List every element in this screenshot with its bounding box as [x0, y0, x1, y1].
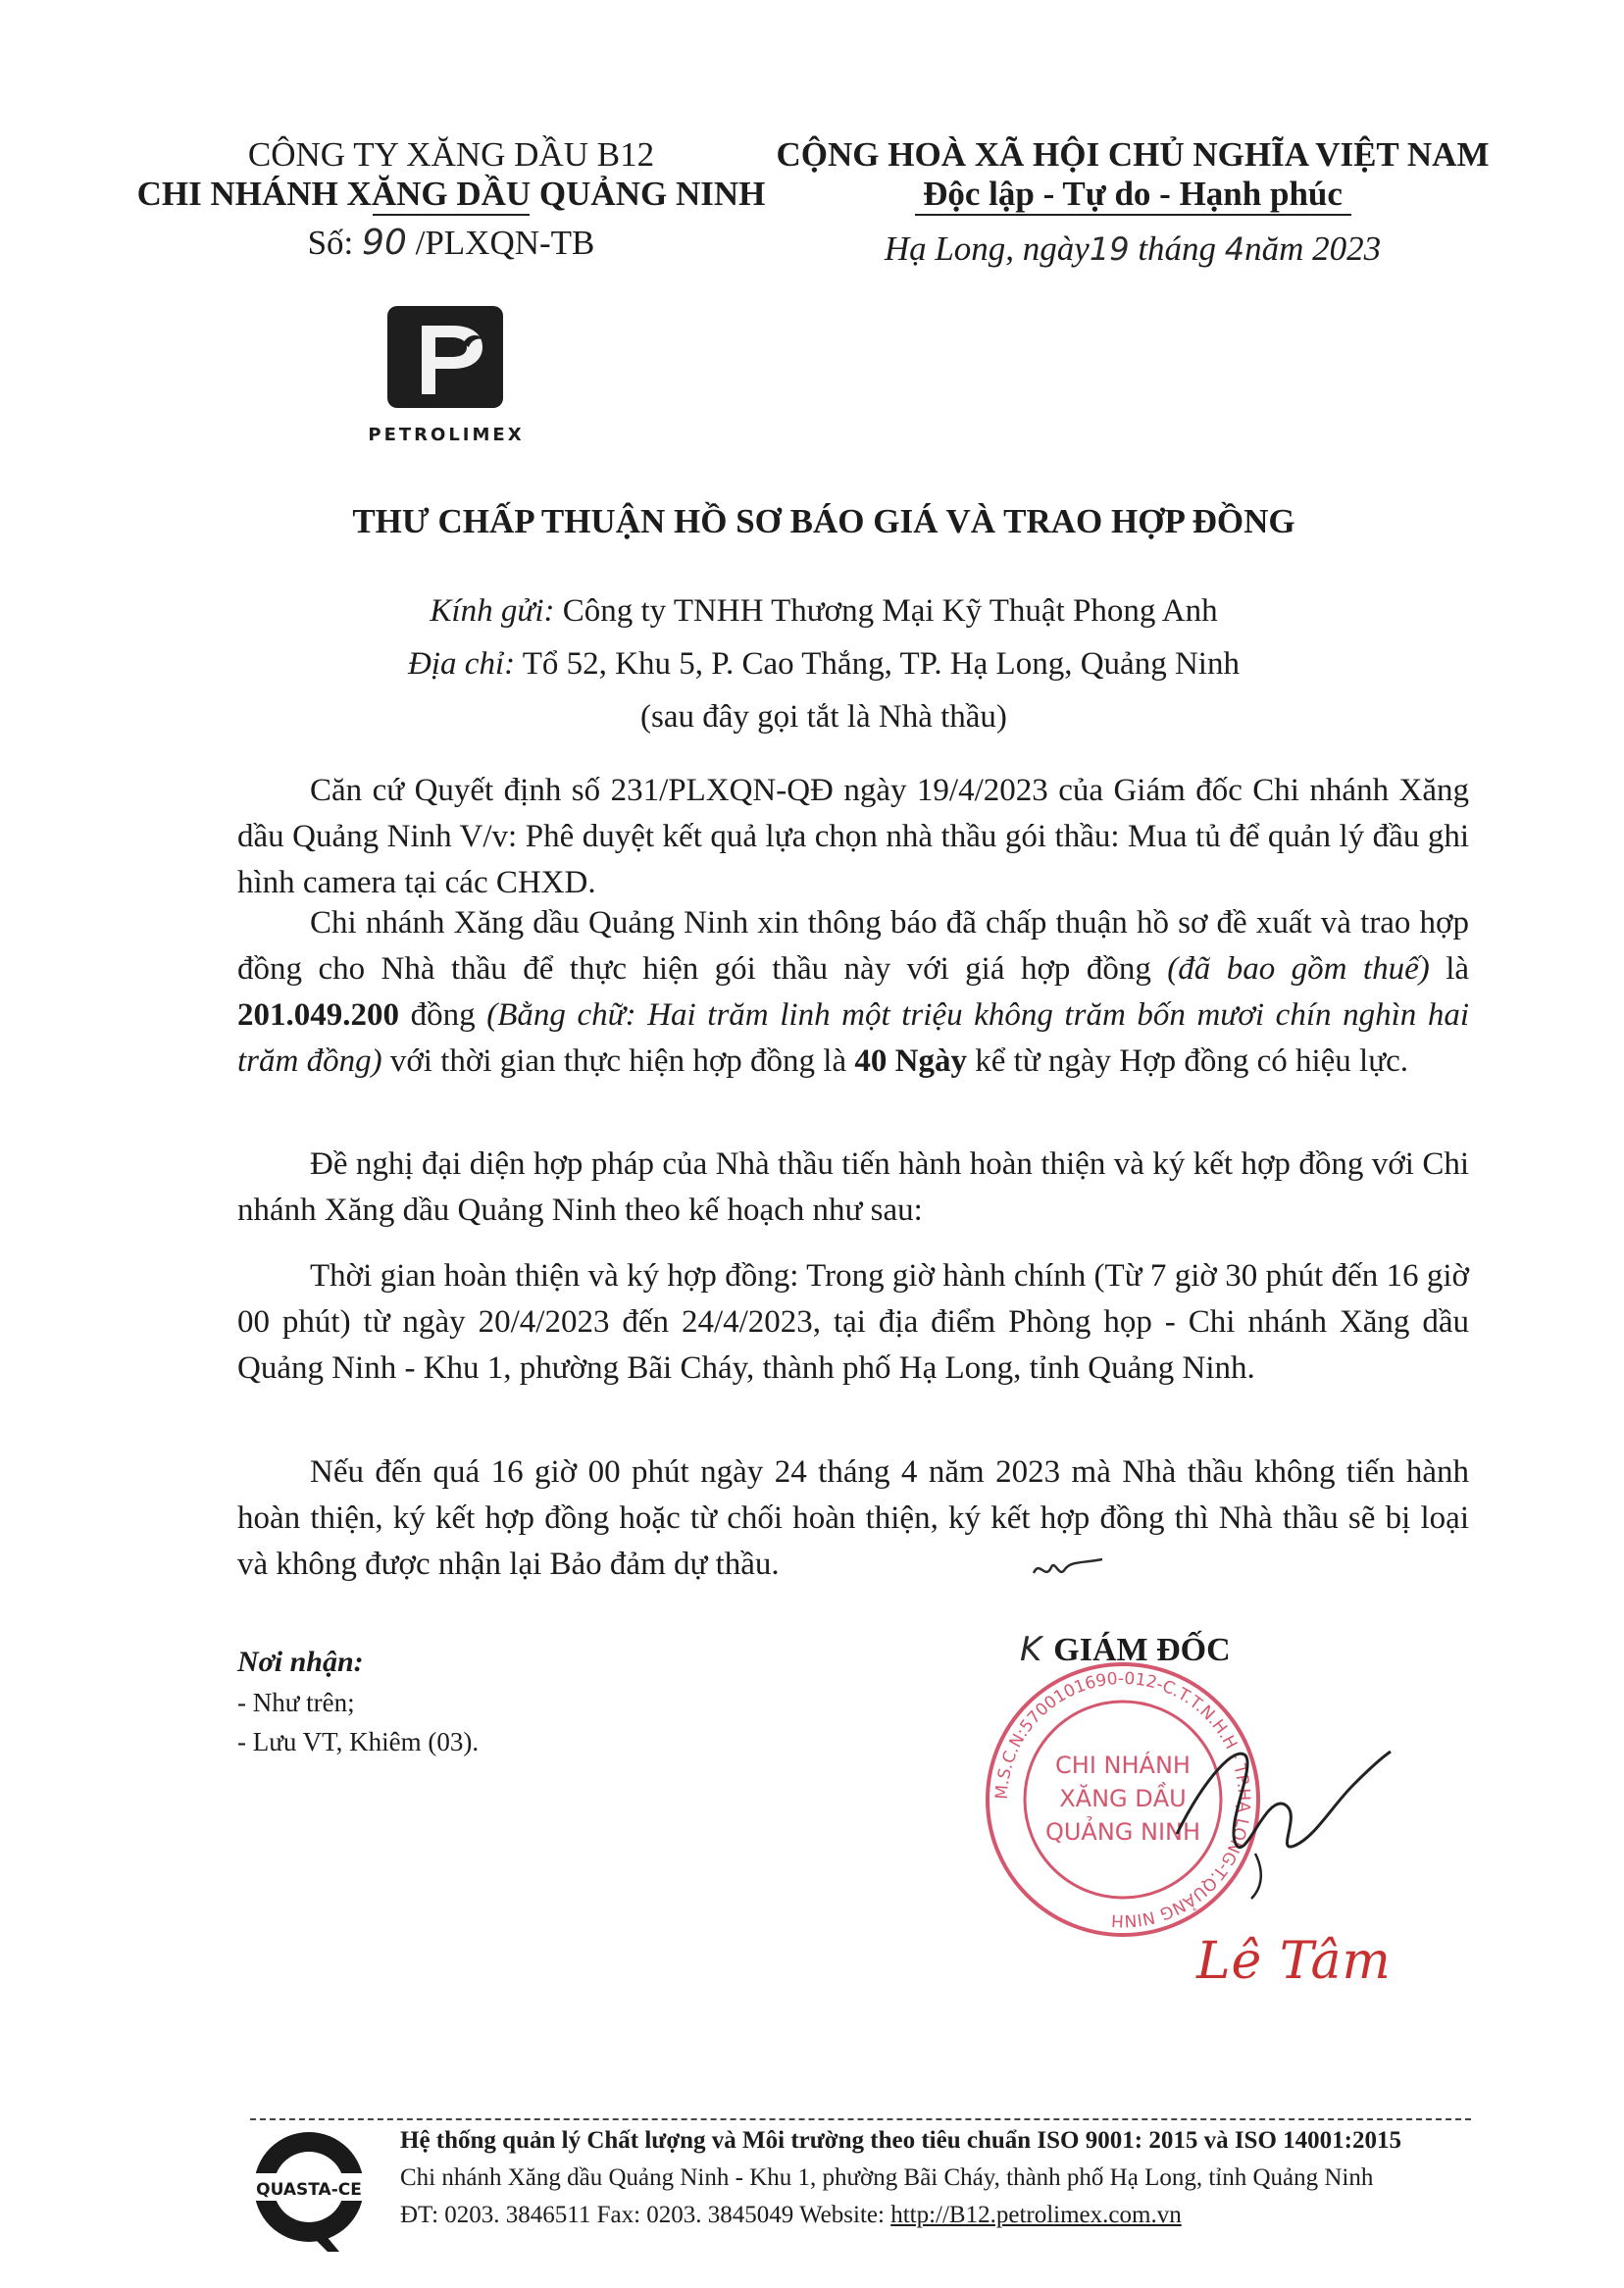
handwritten-signature-icon	[1167, 1716, 1402, 1903]
recipient-alias: (sau đây gọi tắt là Nhà thầu)	[640, 699, 1007, 735]
handwritten-day: 19	[1089, 230, 1130, 268]
contract-duration: 40 Ngày	[854, 1043, 967, 1079]
distribution-list	[237, 1642, 479, 1761]
document-title: THƯ CHẤP THUẬN HỒ SƠ BÁO GIÁ VÀ TRAO HỢP ĐỒNG	[352, 502, 1295, 540]
footer-rule	[250, 2118, 1471, 2120]
svg-text:M.S.C.N:5700101690-012-C.T.T.N: M.S.C.N:5700101690-012-C.T.T.N.H.H - TP.HẠ LONG-T.QUẢNG NINH	[991, 1668, 1254, 1931]
header-left	[127, 135, 775, 263]
website-link[interactable]: http://B12.petrolimex.com.vn	[890, 2202, 1182, 2228]
header-left-underline	[373, 214, 530, 216]
recipient-block	[196, 585, 1451, 743]
paragraph-basis: Căn cứ Quyết định số 231/PLXQN-QĐ ngày 19/4/2023 của Giám đốc Chi nhánh Xăng dầu Quảng Ninh V/v: Phê duyệt kết quả lựa chọn nhà thầu gói thầu: Mua tủ để quản lý đầu ghi hình camera tại các CHXD.	[237, 773, 1469, 900]
recipient-address: Địa chỉ: Tổ 52, Khu 5, P. Cao Thắng, TP. Hạ Long, Quảng Ninh	[408, 646, 1240, 682]
paragraph-acceptance: Chi nhánh Xăng dầu Quảng Ninh xin thông báo đã chấp thuận hồ sơ đề xuất và trao hợp đồng cho Nhà thầu để thực hiện gói thầu này với giá hợp đồng (đã bao gồm thuế) là 201.049.200 đồng (Bằng chữ: Hai trăm linh một triệu không trăm bốn mươi chín nghìn hai trăm đồng) với thời gian thực hiện hợp đồng là 40 Ngày kể từ ngày Hợp đồng có hiệu lực.	[237, 905, 1470, 1079]
initials-scribble-icon	[1030, 1550, 1108, 1589]
footer-contact-line: ĐT: 0203. 3846511 Fax: 0203. 3845049 Website: http://B12.petrolimex.com.vn	[400, 2202, 1182, 2228]
footer-info	[400, 2122, 1401, 2234]
svg-text:QUẢNG NINH: QUẢNG NINH	[1044, 1818, 1201, 1846]
price-in-words: (Bằng chữ: Hai trăm linh một triệu không trăm bốn mươi chín nghìn hai trăm đồng)	[237, 997, 1470, 1079]
quasta-logo	[245, 2126, 373, 2254]
signer-name: Lê Tâm	[1196, 1932, 1392, 1991]
quasta-logo-icon	[245, 2126, 373, 2254]
issue-date: Hạ Long, ngày19 tháng 4năm 2023	[884, 229, 1382, 268]
distribution-label: Nơi nhận:	[237, 1646, 364, 1678]
svg-text:QUASTA-CE: QUASTA-CE	[256, 2180, 362, 2200]
signature-block	[991, 1618, 1491, 2010]
company-name: CÔNG TY XĂNG DẦU B12	[247, 135, 655, 174]
signature-prefix-mark: K	[1020, 1630, 1042, 1669]
document-number: Số: 90 /PLXQN-TB	[307, 223, 595, 263]
footer-iso-line: Hệ thống quản lý Chất lượng và Môi trường theo tiêu chuẩn ISO 9001: 2015 và ISO 14001:2015	[400, 2127, 1401, 2154]
handwritten-month: 4	[1224, 230, 1245, 268]
recipient-to: Kính gửi: Công ty TNHH Thương Mại Kỹ Thuật Phong Anh	[430, 593, 1218, 629]
national-motto: Độc lập - Tự do - Hạnh phúc	[923, 175, 1343, 213]
petrolimex-logo-text: PETROLIMEX	[368, 425, 525, 445]
svg-text:XĂNG DẦU: XĂNG DẦU	[1059, 1785, 1187, 1812]
country-name: CỘNG HOÀ XÃ HỘI CHỦ NGHĨA VIỆT NAM	[776, 135, 1490, 174]
petrolimex-logo-icon	[353, 304, 539, 412]
paragraph-request: Đề nghị đại diện hợp pháp của Nhà thầu tiến hành hoàn thiện và ký kết hợp đồng với Chi nhánh Xăng dầu Quảng Ninh theo kế hoạch như sau:	[237, 1146, 1469, 1228]
motto-underline	[915, 214, 1351, 216]
header-right	[765, 135, 1500, 269]
paragraph-deadline: Nếu đến quá 16 giờ 00 phút ngày 24 tháng 4 năm 2023 mà Nhà thầu không tiến hành hoàn thiện, ký kết hợp đồng hoặc từ chối hoàn thiện, ký kết hợp đồng thì Nhà thầu sẽ bị loại và không được nhận lại Bảo đảm dự thầu.	[237, 1454, 1469, 1582]
paragraph-schedule: Thời gian hoàn thiện và ký hợp đồng: Trong giờ hành chính (Từ 7 giờ 30 phút đến 16 giờ 00 phút) từ ngày 20/4/2023 đến 24/4/2023, tại địa điểm Phòng họp - Chi nhánh Xăng dầu Quảng Ninh - Khu 1, phường Bãi Cháy, thành phố Hạ Long, tỉnh Quảng Ninh.	[237, 1258, 1469, 1386]
contract-price: 201.049.200	[237, 997, 399, 1033]
footer-address-line: Chi nhánh Xăng dầu Quảng Ninh - Khu 1, phường Bãi Cháy, thành phố Hạ Long, tỉnh Quảng Ninh	[400, 2164, 1374, 2191]
distribution-item: - Như trên;	[237, 1688, 355, 1717]
signature-role: K GIÁM ĐỐC	[1020, 1630, 1231, 1669]
branch-name: CHI NHÁNH XĂNG DẦU QUẢNG NINH	[136, 175, 766, 213]
handwritten-number: 90	[362, 223, 407, 263]
petrolimex-logo	[353, 304, 539, 445]
distribution-item: - Lưu VT, Khiêm (03).	[237, 1727, 480, 1756]
svg-text:CHI NHÁNH: CHI NHÁNH	[1055, 1752, 1191, 1779]
